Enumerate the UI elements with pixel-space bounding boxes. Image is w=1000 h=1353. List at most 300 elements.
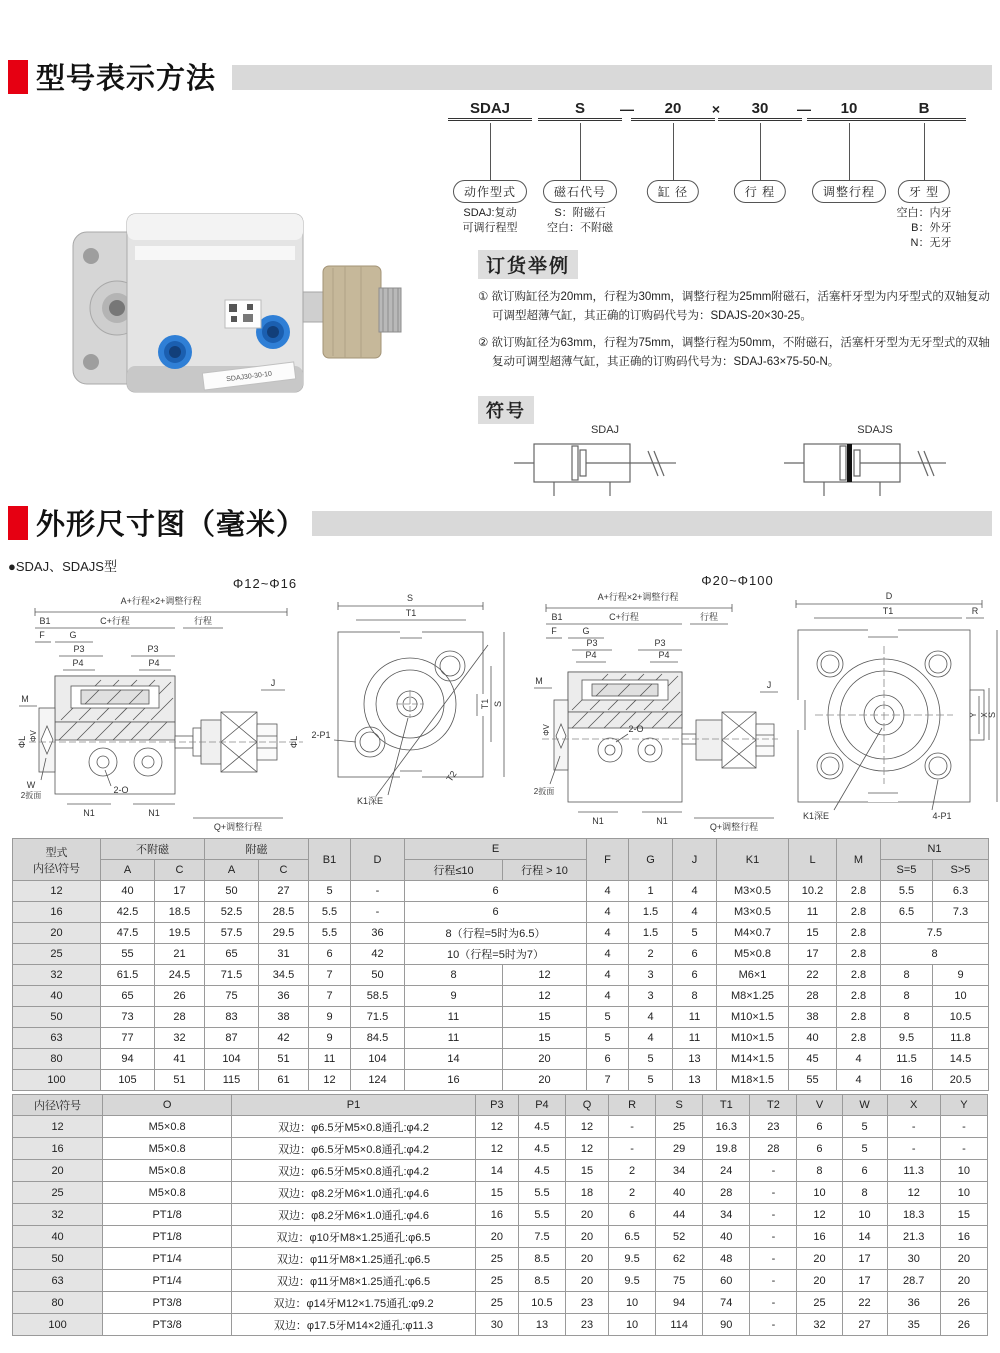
data-cell: - xyxy=(887,1116,940,1138)
symbol-sdajs-drawing xyxy=(780,436,970,498)
code-notes xyxy=(547,206,613,236)
row-label-cell: 63 xyxy=(13,1028,101,1049)
dim-label: P4 xyxy=(585,650,597,660)
data-cell: PT3/8 xyxy=(103,1314,232,1336)
data-cell: 65 xyxy=(101,986,155,1007)
data-cell: 6 xyxy=(797,1138,842,1160)
note-line: 空白：内牙 xyxy=(896,207,952,219)
data-cell: 25 xyxy=(656,1116,703,1138)
data-cell: 25 xyxy=(475,1292,518,1314)
data-cell: 14.5 xyxy=(933,1049,989,1070)
data-cell: 6 xyxy=(842,1160,887,1182)
dim-label: Q+调整行程 xyxy=(709,822,759,832)
data-cell: 11.5 xyxy=(881,1049,933,1070)
dimension-drawing-end-small xyxy=(308,590,513,832)
dim-label: P4 xyxy=(658,650,670,660)
data-cell: 61.5 xyxy=(101,965,155,986)
dim-label: 行程 xyxy=(699,612,719,622)
note-line: 可调行程型 xyxy=(462,222,518,234)
data-cell: 10 xyxy=(609,1314,656,1336)
data-cell: 104 xyxy=(205,1049,259,1070)
dim-label: ΦL xyxy=(289,735,299,749)
data-cell: 9 xyxy=(309,1007,351,1028)
header-cell: L xyxy=(789,839,837,881)
row-label-cell: 50 xyxy=(13,1248,103,1270)
data-cell: 16.3 xyxy=(703,1116,750,1138)
header-cell: S xyxy=(656,1095,703,1116)
data-cell: 10 xyxy=(933,986,989,1007)
data-cell: 4 xyxy=(587,923,629,944)
data-cell: 9 xyxy=(309,1028,351,1049)
section-accent-square xyxy=(8,60,28,94)
ordering-item: ① 欲订购缸径为20mm，行程为30mm，调整行程为25mm附磁石，活塞杆牙型为内牙型式的双轴复动可调型超薄气缸，其正确的订购码代号为：SDAJS-20×30-25。 xyxy=(478,291,990,322)
dim-label: R xyxy=(971,606,979,616)
data-cell: 20 xyxy=(566,1270,609,1292)
data-cell: 18 xyxy=(566,1182,609,1204)
data-cell: - xyxy=(750,1204,797,1226)
data-cell: 13 xyxy=(673,1049,717,1070)
header-cell: 附磁 xyxy=(205,839,309,860)
table-row xyxy=(13,1007,989,1028)
note-line: B：外牙 xyxy=(911,222,952,234)
data-cell: 双边：φ6.5牙M5×0.8通孔:φ4.2 xyxy=(232,1138,476,1160)
data-cell: 10.5 xyxy=(518,1292,565,1314)
header-text: 型式 xyxy=(45,846,68,859)
dim-label: P3 xyxy=(147,644,159,654)
data-cell: 90 xyxy=(703,1314,750,1336)
data-cell: 20 xyxy=(503,1049,587,1070)
header-cell: C xyxy=(259,860,309,881)
data-cell: 30 xyxy=(887,1248,940,1270)
data-cell: 双边：φ6.5牙M5×0.8通孔:φ4.2 xyxy=(232,1160,476,1182)
row-label-cell: 40 xyxy=(13,1226,103,1248)
section2-title: 外形尺寸图（毫米） xyxy=(36,509,307,541)
dim-label: T2 xyxy=(444,769,459,784)
table-row xyxy=(13,1116,988,1138)
note-line: N：无牙 xyxy=(910,237,952,249)
data-cell: 6 xyxy=(405,902,587,923)
data-cell: 6 xyxy=(673,965,717,986)
row-label-cell: 20 xyxy=(13,1160,103,1182)
section1-title: 型号表示方法 xyxy=(36,63,217,95)
data-cell: 10 xyxy=(842,1204,887,1226)
row-label-cell: 80 xyxy=(13,1292,103,1314)
table-row xyxy=(13,881,989,902)
data-cell: 34 xyxy=(656,1160,703,1182)
data-cell: 8 xyxy=(797,1160,842,1182)
data-cell: 4 xyxy=(587,881,629,902)
data-cell: 25 xyxy=(797,1292,842,1314)
data-cell: 21 xyxy=(155,944,205,965)
table-header-row xyxy=(13,839,989,860)
data-cell: 21.3 xyxy=(887,1226,940,1248)
data-cell: M18×1.5 xyxy=(717,1070,789,1091)
header-cell: X xyxy=(887,1095,940,1116)
row-label-cell: 63 xyxy=(13,1270,103,1292)
symbol-sdaj xyxy=(505,424,705,503)
data-cell: 9 xyxy=(405,986,503,1007)
table-row xyxy=(13,1182,988,1204)
data-cell: 2.8 xyxy=(837,1007,881,1028)
dim-label: 2-O xyxy=(628,724,644,734)
data-cell: - xyxy=(609,1138,656,1160)
dim-label: 2扳面 xyxy=(533,787,555,796)
data-cell: 52.5 xyxy=(205,902,259,923)
data-cell: 55 xyxy=(101,944,155,965)
data-cell: 105 xyxy=(101,1070,155,1091)
data-cell: 6.3 xyxy=(933,881,989,902)
data-cell: 9.5 xyxy=(609,1270,656,1292)
data-cell: M10×1.5 xyxy=(717,1007,789,1028)
data-cell: 5.5 xyxy=(518,1182,565,1204)
data-cell: - xyxy=(750,1226,797,1248)
header-cell: 行程≤10 xyxy=(405,860,503,881)
data-cell: 20 xyxy=(475,1226,518,1248)
data-cell: 8 xyxy=(881,1007,933,1028)
data-cell: 1.5 xyxy=(629,923,673,944)
data-cell: 10 xyxy=(797,1182,842,1204)
header-cell: T2 xyxy=(750,1095,797,1116)
data-cell: 4 xyxy=(587,986,629,1007)
code-tag: 磁石代号 xyxy=(543,180,617,203)
data-cell: 12 xyxy=(309,1070,351,1091)
data-cell: M3×0.5 xyxy=(717,881,789,902)
data-cell: 4 xyxy=(587,944,629,965)
dim-label: S xyxy=(987,711,997,719)
note-line: S：附磁石 xyxy=(554,207,606,219)
data-cell: 94 xyxy=(656,1292,703,1314)
table2-header xyxy=(13,1095,988,1116)
data-cell: 7.5 xyxy=(518,1226,565,1248)
connector-line xyxy=(924,123,925,180)
data-cell: 12 xyxy=(797,1204,842,1226)
data-cell: 94 xyxy=(101,1049,155,1070)
data-cell: 17 xyxy=(842,1270,887,1292)
data-cell: 11 xyxy=(405,1028,503,1049)
data-cell: 5.5 xyxy=(881,881,933,902)
data-cell: 58.5 xyxy=(351,986,405,1007)
code-tag: 调整行程 xyxy=(812,180,886,203)
data-cell: 4 xyxy=(587,902,629,923)
model-designation-diagram xyxy=(440,100,1000,252)
data-cell: 71.5 xyxy=(205,965,259,986)
row-label-cell: 100 xyxy=(13,1070,101,1091)
table-row xyxy=(13,902,989,923)
data-cell: PT1/4 xyxy=(103,1248,232,1270)
data-cell: 38 xyxy=(259,1007,309,1028)
row-label-cell: 20 xyxy=(13,923,101,944)
data-cell: 15 xyxy=(940,1204,987,1226)
data-cell: M3×0.5 xyxy=(717,902,789,923)
data-cell: M5×0.8 xyxy=(103,1138,232,1160)
data-cell: 15 xyxy=(566,1160,609,1182)
data-cell: 6.5 xyxy=(609,1226,656,1248)
data-cell: 10 xyxy=(940,1160,987,1182)
section-accent-square xyxy=(8,506,28,540)
dim-label: D xyxy=(885,591,893,601)
data-cell: 74 xyxy=(703,1292,750,1314)
row-label-cell: 25 xyxy=(13,944,101,965)
dimension-drawing-end-large xyxy=(782,588,1000,832)
data-cell: 60 xyxy=(703,1270,750,1292)
data-cell: 24.5 xyxy=(155,965,205,986)
data-cell: 双边：φ17.5牙M14×2通孔:φ11.3 xyxy=(232,1314,476,1336)
table-row xyxy=(13,1138,988,1160)
dim-label: K1深E xyxy=(356,796,384,806)
header-cell: Y xyxy=(940,1095,987,1116)
data-cell: 42.5 xyxy=(101,902,155,923)
model-code-segment: 10 xyxy=(807,100,891,121)
data-cell: 5 xyxy=(673,923,717,944)
model-code-segment: 30 xyxy=(718,100,802,121)
data-cell: 5 xyxy=(587,1028,629,1049)
dim-label: M xyxy=(535,676,543,686)
data-cell: 11 xyxy=(673,1028,717,1049)
data-cell: 34 xyxy=(703,1204,750,1226)
dim-label: J xyxy=(270,678,276,688)
data-cell: M5×0.8 xyxy=(717,944,789,965)
data-cell: 6 xyxy=(797,1116,842,1138)
header-cell: O xyxy=(103,1095,232,1116)
data-cell: 32 xyxy=(797,1314,842,1336)
data-cell: - xyxy=(750,1248,797,1270)
dim-label: 2扳面 xyxy=(20,791,42,800)
data-cell: 16 xyxy=(797,1226,842,1248)
connector-line xyxy=(849,123,850,180)
dim-label: N1 xyxy=(656,816,668,826)
header-cell: V xyxy=(797,1095,842,1116)
data-cell: 1.5 xyxy=(629,902,673,923)
dim-label: K1深E xyxy=(802,811,830,821)
data-cell: 48 xyxy=(703,1248,750,1270)
data-cell: 36 xyxy=(259,986,309,1007)
data-cell: 28 xyxy=(703,1182,750,1204)
data-cell: 9.5 xyxy=(609,1248,656,1270)
dim-label: W xyxy=(26,780,36,790)
model-code-segment: 20 xyxy=(631,100,715,121)
data-cell: 4 xyxy=(837,1049,881,1070)
dim-label: A+行程×2+调整行程 xyxy=(120,596,202,606)
data-cell: 28.7 xyxy=(887,1270,940,1292)
dim-label: 2-O xyxy=(113,785,129,795)
dim-label: ΦV xyxy=(542,724,551,736)
data-cell: 3 xyxy=(629,965,673,986)
header-cell: K1 xyxy=(717,839,789,881)
data-cell: 11 xyxy=(673,1007,717,1028)
table1-header xyxy=(13,839,989,881)
data-cell: 10 xyxy=(940,1182,987,1204)
data-cell: 40 xyxy=(656,1182,703,1204)
dim-label: S xyxy=(406,593,414,603)
data-cell: 12 xyxy=(566,1138,609,1160)
row-label-cell: 25 xyxy=(13,1182,103,1204)
header-cell: 行程 > 10 xyxy=(503,860,587,881)
data-cell: 6.5 xyxy=(881,902,933,923)
dim-label: 2-P1 xyxy=(311,730,331,740)
model-code-segment: SDAJ xyxy=(448,100,532,121)
data-cell: - xyxy=(940,1138,987,1160)
dim-label: 行程 xyxy=(193,616,213,626)
table-row xyxy=(13,1160,988,1182)
data-cell: 16 xyxy=(940,1226,987,1248)
data-cell: 12 xyxy=(475,1116,518,1138)
data-cell: 7.5 xyxy=(881,923,989,944)
data-cell: 8.5 xyxy=(518,1248,565,1270)
data-cell: 18.5 xyxy=(155,902,205,923)
data-cell: 4 xyxy=(629,1028,673,1049)
data-cell: 14 xyxy=(842,1226,887,1248)
data-cell: 4 xyxy=(673,902,717,923)
connector-line xyxy=(580,123,581,180)
data-cell: 26 xyxy=(940,1292,987,1314)
dim-label: N1 xyxy=(148,808,160,818)
data-cell: 4.5 xyxy=(518,1138,565,1160)
data-cell: 11 xyxy=(405,1007,503,1028)
data-cell: 7 xyxy=(309,986,351,1007)
table-row xyxy=(13,1226,988,1248)
data-cell: 52 xyxy=(656,1226,703,1248)
data-cell: 2.8 xyxy=(837,944,881,965)
header-cell: C xyxy=(155,860,205,881)
data-cell: 28 xyxy=(789,986,837,1007)
data-cell: 23 xyxy=(750,1116,797,1138)
data-cell: 9 xyxy=(933,965,989,986)
data-cell: 4 xyxy=(837,1070,881,1091)
dim-label: G xyxy=(582,626,590,636)
code-separator: × xyxy=(711,101,721,117)
data-cell: 15 xyxy=(503,1007,587,1028)
table-row xyxy=(13,1204,988,1226)
data-cell: M14×1.5 xyxy=(717,1049,789,1070)
data-cell: 22 xyxy=(789,965,837,986)
dim-label: P3 xyxy=(586,638,598,648)
data-cell: 25 xyxy=(475,1270,518,1292)
model-code-segment: S xyxy=(538,100,622,121)
dim-label: C+行程 xyxy=(100,616,130,626)
data-cell: 75 xyxy=(656,1270,703,1292)
data-cell: 114 xyxy=(656,1314,703,1336)
data-cell: 10 xyxy=(609,1292,656,1314)
data-cell: 24 xyxy=(703,1160,750,1182)
data-cell: PT1/8 xyxy=(103,1226,232,1248)
drawing-subtitle: ●SDAJ、SDAJS型 xyxy=(8,559,117,574)
data-cell: 31 xyxy=(259,944,309,965)
header-cell: R xyxy=(609,1095,656,1116)
data-cell: 13 xyxy=(673,1070,717,1091)
data-cell: 27 xyxy=(842,1314,887,1336)
data-cell: 12 xyxy=(503,986,587,1007)
data-cell: 44 xyxy=(656,1204,703,1226)
data-cell: 8 xyxy=(881,944,989,965)
data-cell: 6 xyxy=(309,944,351,965)
data-cell: - xyxy=(887,1138,940,1160)
note-line: 空白：不附磁 xyxy=(547,222,613,234)
dimension-drawing-side-large xyxy=(532,588,780,832)
dim-label: ΦL xyxy=(17,735,27,749)
dim-label: P3 xyxy=(73,644,85,654)
data-cell: 14 xyxy=(405,1049,503,1070)
code-tag: 行 程 xyxy=(734,180,786,203)
dim-label: A+行程×2+调整行程 xyxy=(597,592,679,602)
symbol-label: SDAJ xyxy=(590,424,620,436)
table-row xyxy=(13,1248,988,1270)
data-cell: 7.3 xyxy=(933,902,989,923)
data-cell: 18.3 xyxy=(887,1204,940,1226)
header-cell: T1 xyxy=(703,1095,750,1116)
header-cell: W xyxy=(842,1095,887,1116)
header-cell: 不附磁 xyxy=(101,839,205,860)
data-cell: 61 xyxy=(259,1070,309,1091)
data-cell: 71.5 xyxy=(351,1007,405,1028)
data-cell: 11 xyxy=(309,1049,351,1070)
data-cell: 13 xyxy=(518,1314,565,1336)
data-cell: 9.5 xyxy=(881,1028,933,1049)
data-cell: 29 xyxy=(656,1138,703,1160)
symbol-sdajs xyxy=(775,424,975,503)
table-row xyxy=(13,1292,988,1314)
data-cell: 10.2 xyxy=(789,881,837,902)
data-cell: 28 xyxy=(750,1138,797,1160)
dim-label: P4 xyxy=(72,658,84,668)
header-cell: S=5 xyxy=(881,860,933,881)
data-cell: 5 xyxy=(587,1007,629,1028)
data-cell: 4.5 xyxy=(518,1116,565,1138)
data-cell: 41 xyxy=(155,1049,205,1070)
dim-label: C+行程 xyxy=(609,612,639,622)
dim-label: J xyxy=(766,680,772,690)
data-cell: 65 xyxy=(205,944,259,965)
data-cell: 23 xyxy=(566,1292,609,1314)
section2-bar xyxy=(312,511,992,536)
row-label-cell: 50 xyxy=(13,1007,101,1028)
header-cell: S>5 xyxy=(933,860,989,881)
data-cell: 15 xyxy=(503,1028,587,1049)
header-cell: N1 xyxy=(881,839,989,860)
data-cell: 20 xyxy=(940,1248,987,1270)
data-cell: 2.8 xyxy=(837,902,881,923)
data-cell: 14 xyxy=(475,1160,518,1182)
note-line: SDAJ:复动 xyxy=(463,207,517,219)
data-cell: 47.5 xyxy=(101,923,155,944)
data-cell: 40 xyxy=(789,1028,837,1049)
data-cell: 62 xyxy=(656,1248,703,1270)
data-cell: 4 xyxy=(587,965,629,986)
data-cell: 20 xyxy=(797,1248,842,1270)
data-cell: 57.5 xyxy=(205,923,259,944)
header-cell: D xyxy=(351,839,405,881)
table-row xyxy=(13,1070,989,1091)
dim-label: N1 xyxy=(592,816,604,826)
dim-label: F xyxy=(39,630,45,640)
data-cell: 5.5 xyxy=(309,923,351,944)
table2-body xyxy=(13,1116,988,1336)
connector-line xyxy=(673,123,674,180)
data-cell: 8 xyxy=(881,986,933,1007)
data-cell: 36 xyxy=(351,923,405,944)
row-label-cell: 40 xyxy=(13,986,101,1007)
data-cell: 36 xyxy=(887,1292,940,1314)
data-cell: 20 xyxy=(566,1204,609,1226)
data-cell: 20 xyxy=(503,1070,587,1091)
data-cell: 11.8 xyxy=(933,1028,989,1049)
data-cell: 27 xyxy=(259,881,309,902)
data-cell: 50 xyxy=(351,965,405,986)
data-cell: 8 xyxy=(673,986,717,1007)
code-notes xyxy=(897,206,952,251)
data-cell: - xyxy=(750,1270,797,1292)
data-cell: 6 xyxy=(405,881,587,902)
data-cell: 22 xyxy=(842,1292,887,1314)
